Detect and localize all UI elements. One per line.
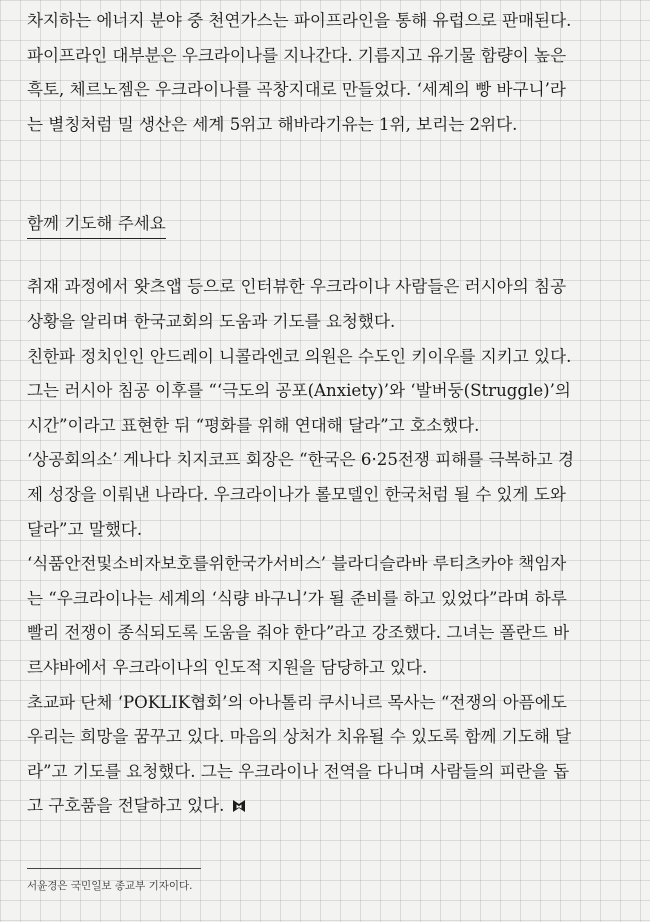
text-line: 는 “우크라이나는 세계의 ‘식량 바구니’가 될 준비를 하고 있었다”라며 하루 [27, 588, 567, 608]
text-line: 파이프라인 대부분은 우크라이나를 지나간다. 기름지고 유기물 함량이 높은 [27, 45, 567, 65]
article-page [27, 0, 639, 826]
last-text-line [27, 789, 639, 826]
article-intro-paragraph [27, 4, 639, 142]
text-line: 그는 러시아 침공 이후를 “‘극도의 공포(Anxiety)’와 ‘발버둥(Struggle)’의 [27, 381, 571, 401]
text-line-content: 고 구호품을 전달하고 있다. [27, 796, 225, 816]
text-line: 라”고 기도를 요청했다. 그는 우크라이나 전역을 다니며 사람들의 피란을 돕 [27, 761, 570, 781]
text-line: ‘상공회의소’ 게나다 치지코프 회장은 “한국은 6·25전쟁 피해를 극복하고 경 [27, 450, 575, 470]
text-line: 달라”고 말했다. [27, 519, 143, 539]
text-line: 차지하는 에너지 분야 중 천연가스는 파이프라인을 통해 유럽으로 판매된다. [27, 11, 572, 30]
text-line: 취재 과정에서 왓츠앱 등으로 인터뷰한 우크라이나 사람들은 러시아의 침공 [27, 277, 567, 297]
author-footnote: 서윤경은 국민일보 종교부 기자이다. [27, 880, 193, 892]
article-body [27, 270, 639, 826]
section-subheading: 함께 기도해 주세요 [27, 210, 166, 239]
text-line: 흑토, 체르노젬은 우크라이나를 곡창지대로 만들었다. ‘세계의 빵 바구니’라 [27, 80, 566, 100]
text-line: 빨리 전쟁이 종식되도록 도움을 줘야 한다”라고 강조했다. 그녀는 폴란드 바 [27, 623, 570, 643]
text-line: ‘식품안전및소비자보호를위한국가서비스’ 블라디슬라바 루티츠카야 책임자 [27, 554, 567, 574]
text-line: 는 별칭처럼 밀 생산은 세계 5위고 해바라기유는 1위, 보리는 2위다. [27, 114, 518, 134]
text-line: 우리는 희망을 꿈꾸고 있다. 마음의 상처가 치유될 수 있도록 함께 기도해 달 [27, 727, 572, 747]
magazine-end-mark-icon [232, 791, 246, 826]
text-line: 상황을 알리며 한국교회의 도움과 기도를 요청했다. [27, 311, 396, 331]
footnote-divider [27, 868, 201, 869]
text-line: 친한파 정치인인 안드레이 니콜라엔코 의원은 수도인 키이우를 지키고 있다. [27, 346, 572, 366]
text-line: 초교파 단체 ‘POKLIK협회’의 아나톨리 쿠시니르 목사는 “전쟁의 아픔에도 [27, 692, 567, 712]
text-line: 제 성장을 이뤄낸 나라다. 우크라이나가 롤모델인 한국처럼 될 수 있게 도와 [27, 484, 566, 504]
text-line: 시간”이라고 표현한 뒤 “평화를 위해 연대해 달라”고 호소했다. [27, 415, 480, 435]
text-line: 르샤바에서 우크라이나의 인도적 지원을 담당하고 있다. [27, 657, 428, 677]
